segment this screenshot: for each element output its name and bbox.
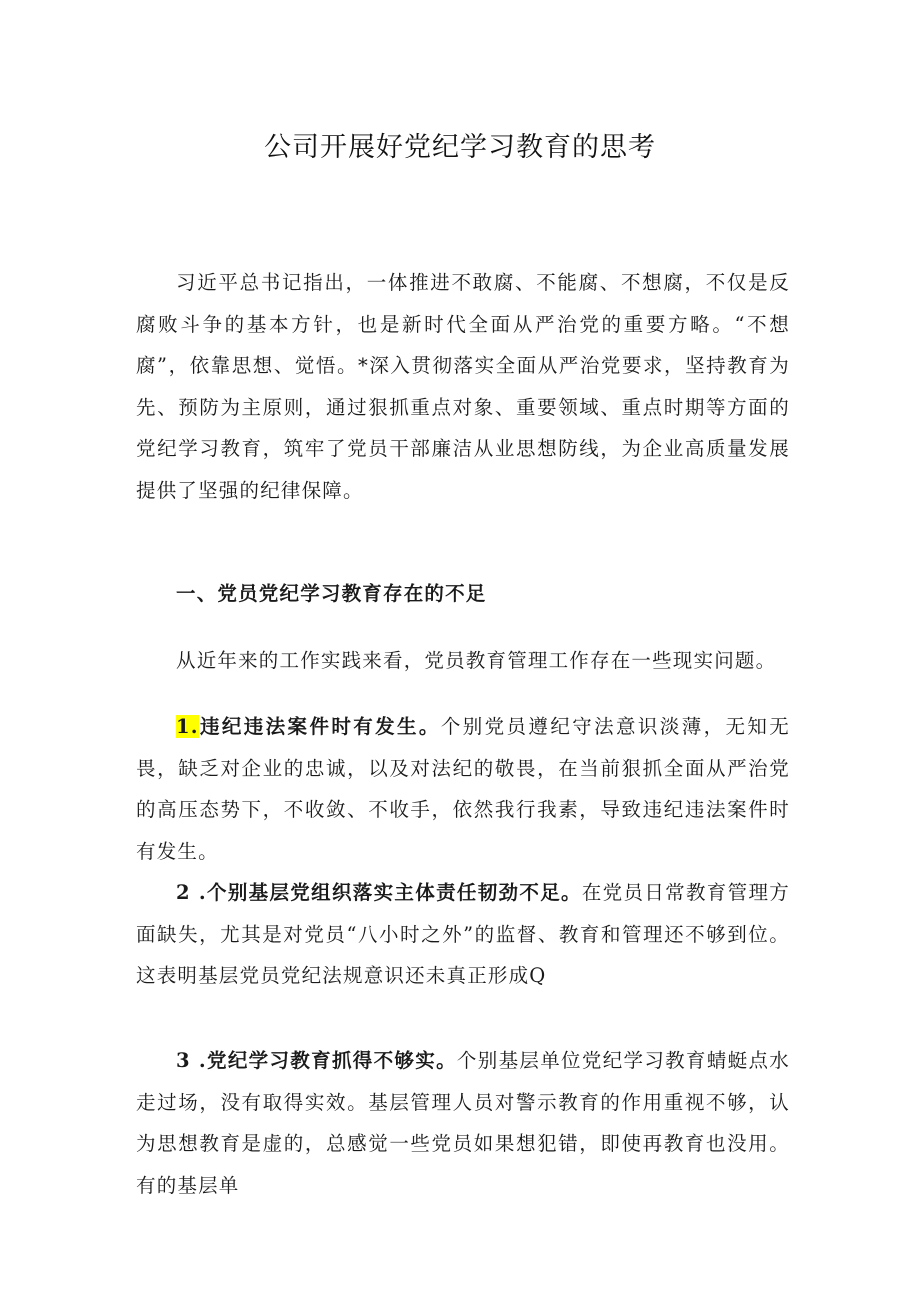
intro-paragraph: 习近平总书记指出，一体推进不敢腐、不能腐、不想腐，不仅是反腐败斗争的基本方针，也是新时代全面从严治党的重要方略。“不想腐”，依靠思想、觉悟。*深入贯彻落实全面从严治党要求，坚持教育为先、预防为主原则，通过狠抓重点对象、重要领域、重点时期等方面的党纪学习教育，筑牢了党员干部廉洁从业思想防线，为企业高质量发展提供了坚强的纪律保障。 — [136, 271, 790, 502]
item-number: 3 . — [176, 1049, 207, 1072]
item-lead: 个别基层党组织落实主体责任韧劲不足。 — [206, 881, 582, 904]
item-lead: 违纪违法案件时有发生。 — [198, 715, 441, 738]
section-heading: 一、党员党纪学习教育存在的不足 — [176, 582, 487, 605]
section-intro-paragraph: 从近年来的工作实践来看，党员教育管理工作存在一些现实问题。 — [176, 649, 777, 672]
document-title: 公司开展好党纪学习教育的思考 — [264, 132, 656, 163]
item-number: 1. — [176, 715, 199, 738]
item-body: 个别党员遵纪守法意识淡薄，无知无畏，缺乏对企业的忠诚，以及对法纪的敬畏，在当前狠抓全面从严治党的高压态势下，不收敛、不收手，依然我行我素，导致违纪违法案件时有发生。 — [136, 715, 791, 863]
item-body: 个别基层单位党纪学习教育蜻蜓点水走过场，没有取得实效。基层管理人员对警示教育的作用重视不够，认为思想教育是虚的，总感觉一些党员如果想犯错，即使再教育也没用。有的基层单 — [136, 1049, 791, 1197]
item-lead: 党纪学习教育抓得不够实。 — [206, 1049, 457, 1072]
list-item — [136, 1040, 790, 1206]
item-body: 在党员日常教育管理方面缺失，尤其是对党员“八小时之外”的监督、教育和管理还不够到位。这表明基层党员党纪法规意识还未真正形成Q — [136, 881, 790, 987]
list-item — [136, 706, 790, 872]
item-number: 2 . — [176, 881, 207, 904]
list-item — [136, 872, 790, 997]
